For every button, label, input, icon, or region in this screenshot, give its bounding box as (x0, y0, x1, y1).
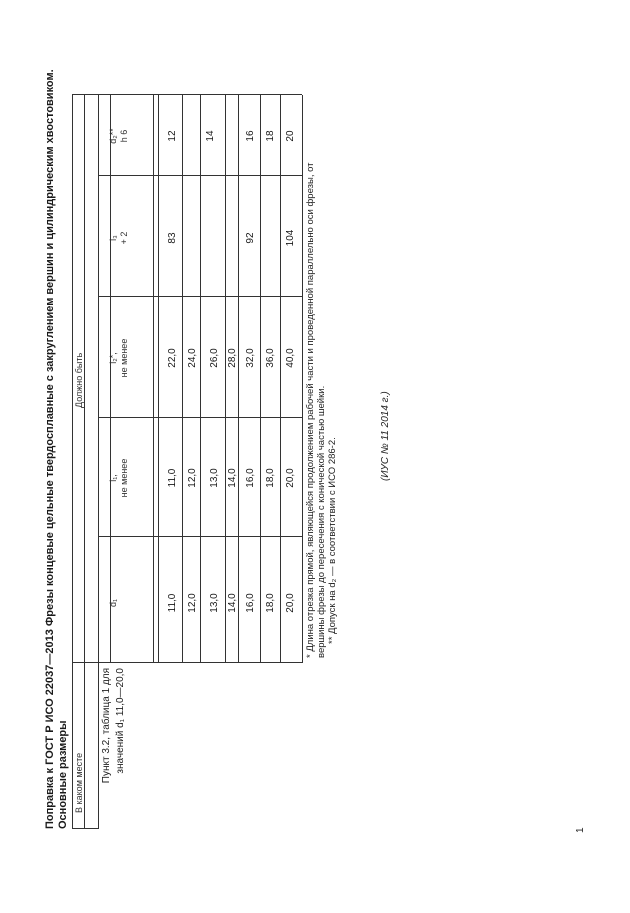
cell-l1: 13,0 (209, 468, 220, 488)
table-grid-line (98, 296, 302, 297)
location-line: Пункт 3.2, таблица 1 для (101, 668, 112, 784)
column-header-symbol: d₁ (108, 598, 118, 608)
location-line: значений d₁ 11,0—20,0 (115, 668, 126, 774)
table-header-border (84, 95, 85, 829)
cell-l1: 16,0 (245, 468, 256, 488)
column-header-symbol: d₂** (108, 128, 118, 144)
column-header-note: не менее (119, 338, 129, 378)
cell-l3: 83 (167, 232, 178, 244)
table-grid-line (98, 175, 302, 176)
column-header-l3 (108, 218, 130, 258)
cell-l2: 28,0 (227, 348, 238, 368)
cell-d2: 16 (245, 130, 256, 142)
column-header-d1 (108, 583, 119, 623)
cell-l1: 18,0 (265, 468, 276, 488)
cell-l2: 26,0 (209, 348, 220, 368)
cell-d1: 16,0 (245, 593, 256, 613)
table-grid-line (98, 536, 302, 537)
correction-title: Поправка к ГОСТ Р ИСО 22037—2013 Фрезы концевые цельные твердосплавные с закруглением вершин и цилиндрическим хвостовиком. (44, 69, 56, 829)
cell-l1: 12,0 (187, 468, 198, 488)
cell-d1: 18,0 (265, 593, 276, 613)
footnote-line: вершины фрезы до пересечения с конической частью шейки. (316, 385, 327, 658)
header-location: В каком месте (74, 752, 84, 813)
column-header-l2 (108, 318, 130, 398)
table-grid-line (158, 95, 159, 663)
cell-l2: 22,0 (167, 348, 178, 368)
cell-d2: 18 (265, 130, 276, 142)
cell-l2: 40,0 (285, 348, 296, 368)
column-header-l1 (108, 438, 130, 518)
cell-d2: 12 (167, 130, 178, 142)
cell-d2: 14 (205, 130, 216, 142)
header-should-be: Должно быть (74, 352, 84, 408)
cell-d1: 14,0 (227, 593, 238, 613)
column-header-note: не менее (119, 458, 129, 498)
table-grid-line (98, 417, 302, 418)
page-number: 1 (575, 827, 586, 833)
cell-l1: 14,0 (227, 468, 238, 488)
table-grid-line (238, 95, 239, 663)
ius-reference: (ИУС № 11 2014 г.) (380, 391, 391, 481)
column-header-note: h 6 (119, 129, 129, 143)
cell-d2: 20 (285, 130, 296, 142)
table-bottom-border (302, 95, 303, 663)
column-header-symbol: l₁, (108, 474, 118, 482)
location-text (100, 668, 128, 813)
table-grid-line (225, 95, 226, 663)
column-header-d2 (108, 116, 130, 156)
cell-l2: 32,0 (245, 348, 256, 368)
table-grid-line (153, 95, 154, 663)
cell-d1: 13,0 (209, 593, 220, 613)
cell-l2: 36,0 (265, 348, 276, 368)
table-grid-line (72, 94, 302, 95)
table-top-border (72, 95, 73, 829)
table-grid-line (280, 95, 281, 663)
cell-l2: 24,0 (187, 348, 198, 368)
column-header-symbol: l₃ (108, 235, 118, 241)
correction-subtitle: Основные размеры (57, 720, 69, 829)
table-grid-line (98, 95, 99, 829)
table-grid-line (260, 95, 261, 663)
column-header-note: + 2 (119, 231, 129, 245)
cell-l3: 104 (285, 229, 296, 247)
table-grid-line (72, 662, 302, 663)
cell-d1: 12,0 (187, 593, 198, 613)
footnotes (305, 98, 338, 658)
cell-d1: 11,0 (167, 593, 178, 613)
table-grid-line (182, 95, 183, 663)
table-grid-line (200, 95, 201, 663)
cell-l3: 92 (245, 232, 256, 244)
cell-d1: 20,0 (285, 593, 296, 613)
table-grid-line (72, 828, 98, 829)
cell-l1: 20,0 (285, 468, 296, 488)
footnote-line: * Длина отрезка прямой, являющейся продолжением рабочей части и проведенной параллельно оси фрезы, от (305, 162, 316, 658)
footnote-line: ** Допуск на d₂ — в соответствии с ИСО 286-2. (327, 437, 338, 644)
column-header-symbol: l₂*, (108, 352, 118, 364)
cell-l1: 11,0 (167, 468, 178, 488)
